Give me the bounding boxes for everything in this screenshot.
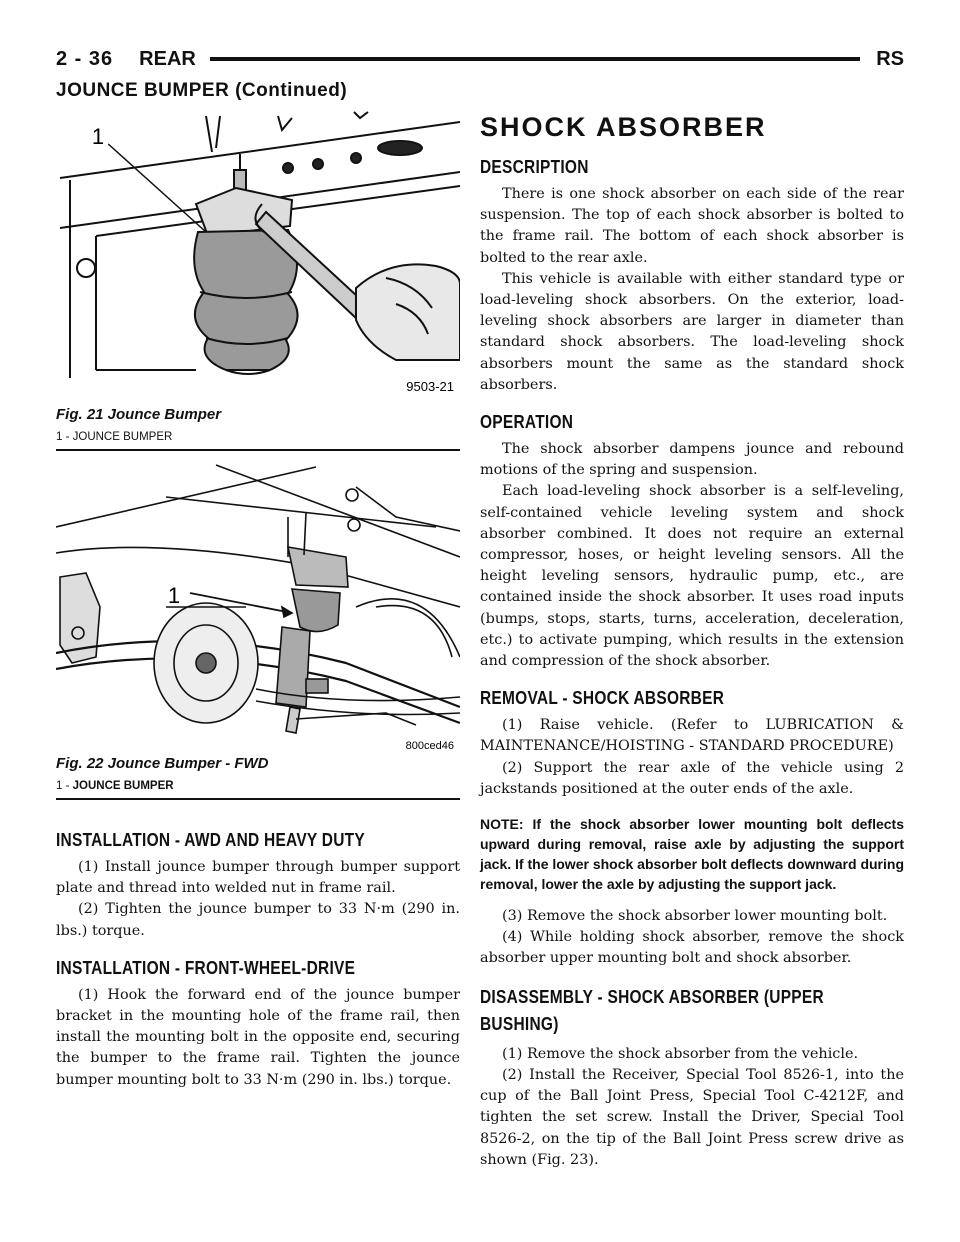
disassembly-step-1: (1) Remove the shock absorber from the vehicle. <box>502 1045 859 1062</box>
figure-21-callout: 1 <box>91 124 105 149</box>
figure-21-number: 9503-21 <box>406 379 454 394</box>
removal-heading: REMOVAL - SHOCK ABSORBER <box>480 688 725 709</box>
installation-fwd-step-1: (1) Hook the forward end of the jounce bumper bracket in the mounting hole of the frame rail, then install the mounting bolt in the opposite end, securing the bumper to the frame rail. Tighten the jounce bumper mounting bolt to 33 N·m (290 in. lbs.) torque. <box>56 986 460 1088</box>
model-code: RS <box>876 47 904 70</box>
figure-21-legend <box>56 431 460 451</box>
operation-para-2: Each load-leveling shock absorber is a self-leveling, self-contained vehicle leveling system and shock absorber combined. It does not require an external compressor, hoses, or height leveling sensors. All the height leveling sensors, hydraulic pump, etc., are contained inside the shock absorber. It uses road inputs (bumps, stops, starts, turns, acceleration, deceleration, etc.) to activate pumping, which results in the extension and compression of the shock absorber. <box>480 483 904 670</box>
figure-21-caption: Fig. 21 Jounce Bumper <box>56 406 222 423</box>
figure-21-legend-num: 1 - <box>56 431 70 443</box>
shock-absorber-title: SHOCK ABSORBER <box>480 112 767 142</box>
disassembly-step-2: (2) Install the Receiver, Special Tool 8526-1, into the cup of the Ball Joint Press, Special Tool C-4212F, and tighten the set screw. Install the Driver, Special Tool 8526-2, on the tip of the Ball Joint Press screw drive as shown (Fig. 23). <box>480 1066 904 1168</box>
description-para-2: This vehicle is available with either standard type or load-leveling shock absorbers. On the exterior, load-leveling shock absorbers are larger in diameter than standard shock absorbers. The load-leveling shock absorbers mount the same as the standard shock absorbers. <box>480 270 904 393</box>
operation-para-1: The shock absorber dampens jounce and rebound motions of the spring and suspension. <box>480 441 904 479</box>
removal-step-2: (2) Support the rear axle of the vehicle using 2 jackstands positioned at the outer ends of the axle. <box>480 759 904 797</box>
figure-22-legend-num: 1 - <box>56 780 70 792</box>
description-heading: DESCRIPTION <box>480 157 589 177</box>
figure-22-legend <box>56 780 460 800</box>
jounce-bumper-fwd-illustration <box>56 457 460 753</box>
page-number: 2 - 36 <box>56 47 114 70</box>
figure-22 <box>56 457 460 800</box>
removal-step-3: (3) Remove the shock absorber lower mounting bolt. <box>502 908 888 925</box>
description-para-1: There is one shock absorber on each side of the rear suspension. The top of each shock absorber is bolted to the frame rail. The bottom of each shock absorber is bolted to the rear axle. <box>480 186 904 266</box>
figure-21 <box>56 108 460 451</box>
figure-22-legend-text: JOUNCE BUMPER <box>72 780 174 792</box>
installation-fwd-heading: INSTALLATION - FRONT-WHEEL-DRIVE <box>56 957 356 978</box>
operation-heading: OPERATION <box>480 412 574 433</box>
section-title: REAR <box>139 47 196 70</box>
page-header <box>56 44 904 74</box>
right-column <box>480 108 904 1171</box>
header-rule <box>210 57 860 61</box>
installation-awd-step-1: (1) Install jounce bumper through bumper support plate and thread into welded nut in frame rail. <box>56 859 460 897</box>
left-column <box>56 108 460 1091</box>
installation-awd-heading: INSTALLATION - AWD AND HEAVY DUTY <box>56 830 365 850</box>
figure-22-number: 800ced46 <box>405 740 454 752</box>
removal-note: NOTE: If the shock absorber lower mounting bolt deflects upward during removal, raise axle by adjusting the support jack. If the lower shock absorber bolt deflects downward during removal, lower the axle by adjusting the support jack. <box>480 816 904 893</box>
figure-22-caption: Fig. 22 Jounce Bumper - FWD <box>56 755 269 772</box>
figure-21-legend-text: JOUNCE BUMPER <box>72 431 173 443</box>
figure-22-callout: 1 <box>167 583 181 608</box>
installation-awd-step-2: (2) Tighten the jounce bumper to 33 N·m (290 in. lbs.) torque. <box>56 901 460 939</box>
continued-heading: JOUNCE BUMPER (Continued) <box>56 80 348 101</box>
jounce-bumper-illustration <box>56 108 460 404</box>
disassembly-heading: DISASSEMBLY - SHOCK ABSORBER (UPPER BUSHING) <box>480 986 824 1034</box>
removal-step-4: (4) While holding shock absorber, remove the shock absorber upper mounting bolt and shock absorber. <box>480 929 904 967</box>
removal-step-1: (1) Raise vehicle. (Refer to LUBRICATION & MAINTENANCE/HOISTING - STANDARD PROCEDURE) <box>480 717 904 755</box>
